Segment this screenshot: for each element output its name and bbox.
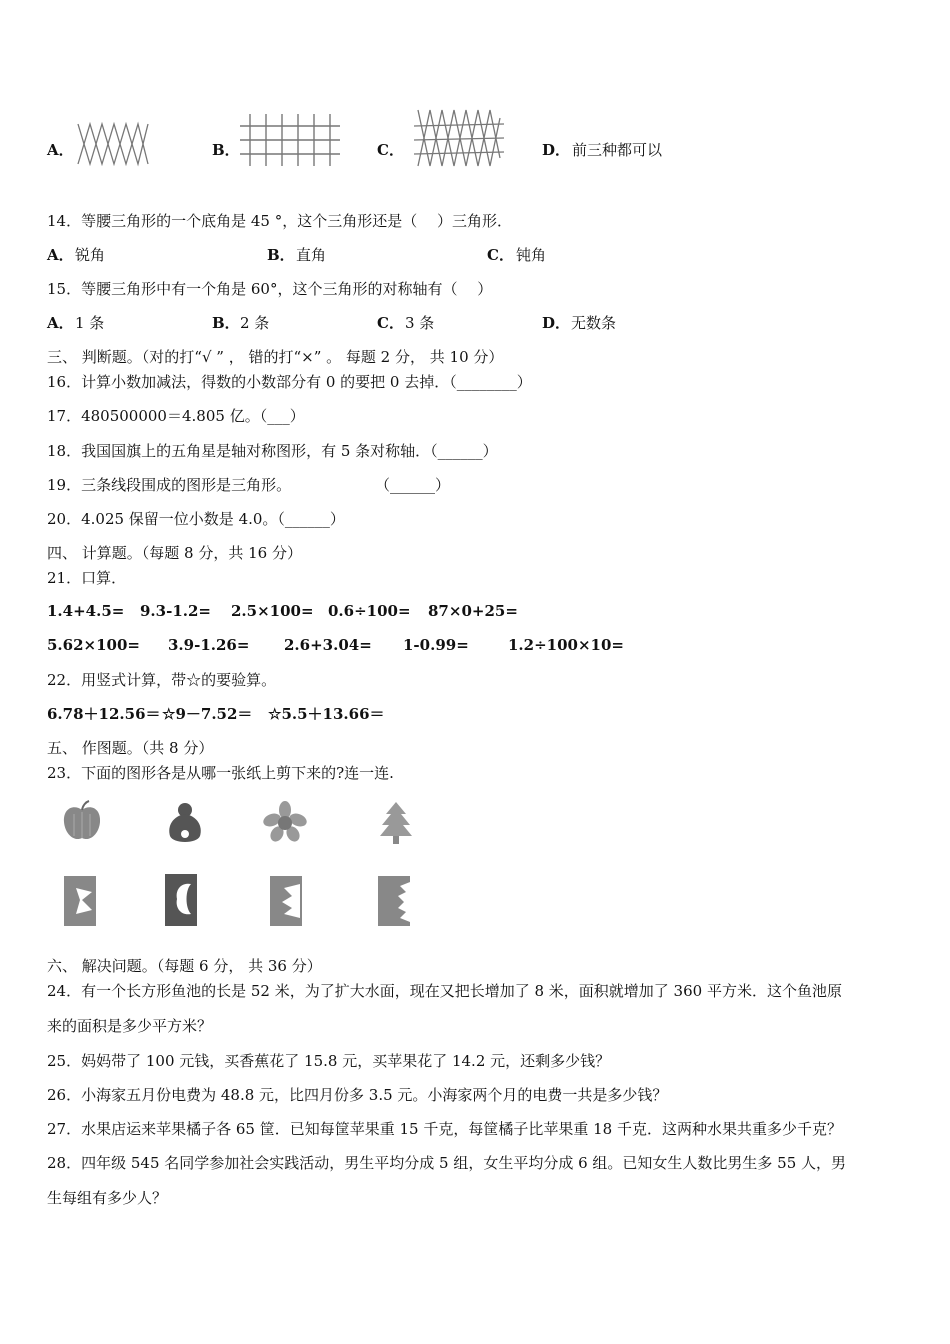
q21-stem: 21．口算． — [47, 569, 127, 587]
q14-option-a-letter: A． — [47, 246, 74, 264]
q21-item: 5.62×100= — [47, 636, 140, 654]
q21-item: 87×0+25= — [428, 602, 518, 620]
q15-option-c-letter: C． — [377, 314, 404, 332]
q17-text: 17．480500000＝4.805 亿。（___） — [47, 407, 305, 425]
paper-piece-b-icon — [163, 872, 199, 926]
tree-shape-icon — [376, 800, 416, 846]
q19-text: 19．三条线段围成的图形是三角形。 — [47, 476, 292, 494]
q15-option-b-letter: B． — [212, 314, 240, 332]
q21-item: 0.6÷100= — [328, 602, 411, 620]
q21-item: 2.5×100= — [231, 602, 314, 620]
q18-text: 18．我国国旗上的五角星是轴对称图形，有 5 条对称轴．（______） — [47, 442, 498, 460]
section-4-heading: 四、 计算题。（每题 8 分，共 16 分） — [47, 544, 302, 562]
q27-text: 27．水果店运来苹果橘子各 65 筐．已知每筐苹果重 15 千克，每筐橘子比苹果重 18 千克．这两种水果共重多少千克？ — [47, 1120, 842, 1138]
paper-piece-d-icon — [376, 874, 412, 926]
q13-option-d-letter: D． — [542, 141, 571, 159]
q24-line-2: 来的面积是多少平方米？ — [47, 1017, 213, 1035]
q16-text: 16．计算小数加减法，得数的小数部分有 0 的要把 0 去掉．（________） — [47, 373, 532, 391]
lattice-diagonal-figure — [76, 120, 150, 168]
paper-piece-a-icon — [62, 874, 98, 926]
section-3-heading: 三、 判断题。（对的打“√ ” ， 错的打“×” 。 每题 2 分， 共 10 分） — [47, 348, 504, 366]
flower-shape-icon — [262, 800, 308, 844]
q22-item: ☆5.5＋13.66＝ — [268, 705, 385, 723]
q28-line-2: 生每组有多少人？ — [47, 1189, 168, 1207]
q21-item: 1.4+4.5= — [47, 602, 125, 620]
q22-item: 6.78＋12.56＝ — [47, 705, 161, 723]
q13-option-b-letter: B． — [212, 141, 240, 159]
q15-option-b-text: 2 条 — [240, 314, 270, 332]
q14-option-b-letter: B． — [267, 246, 295, 264]
q21-item: 3.9-1.26= — [168, 636, 250, 654]
lattice-square-figure — [240, 112, 340, 168]
paper-piece-c-icon — [268, 874, 304, 926]
section-6-heading: 六、 解决问题。（每题 6 分， 共 36 分） — [47, 957, 322, 975]
q21-item: 1.2÷100×10= — [508, 636, 624, 654]
q19-blank: （______） — [375, 476, 451, 494]
q22-item: ☆9－7.52＝ — [162, 705, 253, 723]
gourd-shape-icon — [165, 800, 205, 846]
section-5-heading: 五、 作图题。（共 8 分） — [47, 739, 214, 757]
q14-stem: 14．等腰三角形的一个底角是 45 °，这个三角形还是（ ）三角形． — [47, 212, 512, 230]
q15-option-d-letter: D． — [542, 314, 571, 332]
q22-stem: 22．用竖式计算，带☆的要验算。 — [47, 671, 277, 689]
q25-text: 25．妈妈带了 100 元钱，买香蕉花了 15.8 元，买苹果花了 14.2 元，还剩多少钱？ — [47, 1052, 611, 1070]
q14-option-c-text: 钝角 — [516, 246, 547, 264]
q21-item: 2.6+3.04= — [284, 636, 372, 654]
q15-option-c-text: 3 条 — [405, 314, 435, 332]
q26-text: 26．小海家五月份电费为 48.8 元，比四月份多 3.5 元。小海家两个月的电费一共是多少钱？ — [47, 1086, 668, 1104]
q23-stem: 23．下面的图形各是从哪一张纸上剪下来的?连一连. — [47, 764, 394, 782]
lattice-mixed-figure — [414, 108, 504, 168]
q13-option-c-letter: C． — [377, 141, 404, 159]
q20-text: 20．4.025 保留一位小数是 4.0。（______） — [47, 510, 345, 528]
q28-line-1: 28．四年级 545 名同学参加社会实践活动，男生平均分成 5 组，女生平均分成 6 组。已知女生人数比男生多 55 人，男 — [47, 1154, 847, 1172]
q13-option-d-text: 前三种都可以 — [572, 141, 663, 159]
q14-option-b-text: 直角 — [296, 246, 327, 264]
q15-option-a-text: 1 条 — [75, 314, 105, 332]
q14-option-a-text: 锐角 — [75, 246, 106, 264]
q21-item: 9.3-1.2= — [140, 602, 211, 620]
q15-option-d-text: 无数条 — [571, 314, 617, 332]
q24-line-1: 24．有一个长方形鱼池的长是 52 米，为了扩大水面，现在又把长增加了 8 米，面积就增加了 360 平方米．这个鱼池原 — [47, 982, 842, 1000]
q13-option-a-letter: A． — [47, 141, 74, 159]
q15-stem: 15．等腰三角形中有一个角是 60°，这个三角形的对称轴有（ ） — [47, 280, 493, 298]
q14-option-c-letter: C． — [487, 246, 514, 264]
apple-shape-icon — [60, 800, 104, 844]
q15-option-a-letter: A． — [47, 314, 74, 332]
q21-item: 1-0.99= — [403, 636, 469, 654]
